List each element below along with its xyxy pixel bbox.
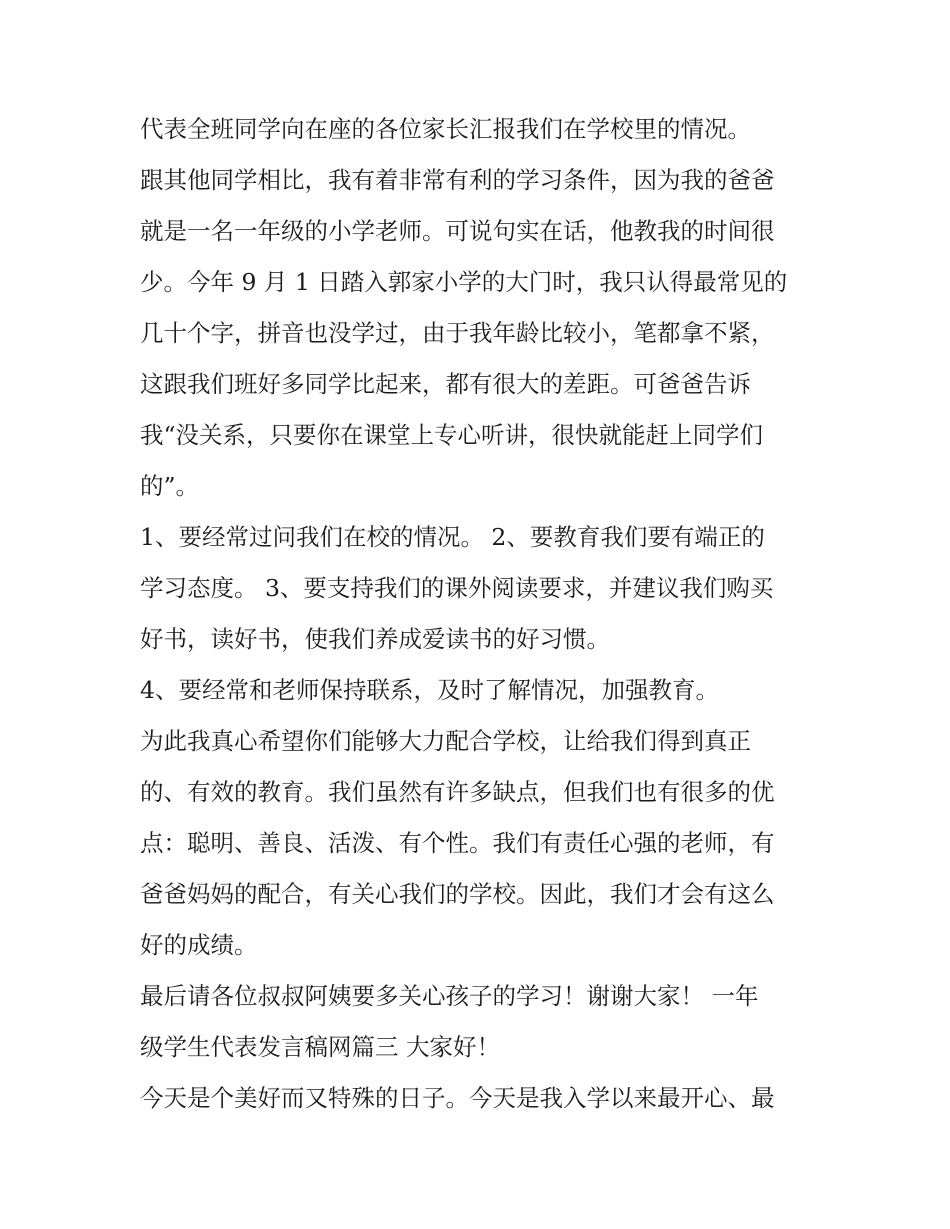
text-line: 级学生代表发言稿网篇三 大家好！ — [140, 1033, 500, 1061]
text-line: 今天是个美好而又特殊的日子。今天是我入学以来最开心、最 — [140, 1084, 775, 1112]
document-body — [140, 104, 820, 1124]
text-line: 点：聪明、善良、活泼、有个性。我们有责任心强的老师，有 — [140, 829, 775, 857]
text-line: 爸爸妈妈的配合，有关心我们的学校。因此，我们才会有这么 — [140, 880, 775, 908]
text-line: 1、要经常过问我们在校的情况。 2、要教育我们要有端正的 — [140, 523, 765, 551]
text-line: 跟其他同学相比，我有着非常有利的学习条件，因为我的爸爸 — [140, 166, 775, 194]
text-line: 好的成绩。 — [140, 931, 258, 959]
text-line: 学习态度。 3、要支持我们的课外阅读要求，并建议我们购买 — [140, 574, 774, 602]
text-line: 为此我真心希望你们能够大力配合学校，让给我们得到真正 — [140, 727, 751, 755]
text-line: 少。今年 9 月 1 日踏入郭家小学的大门时，我只认得最常见的 — [140, 268, 788, 296]
text-line: 几十个字，拼音也没学过，由于我年龄比较小，笔都拿不紧， — [140, 319, 775, 347]
text-line: 最后请各位叔叔阿姨要多关心孩子的学习！谢谢大家！ 一年 — [140, 982, 759, 1010]
text-line: 就是一名一年级的小学老师。可说句实在话，他教我的时间很 — [140, 217, 775, 245]
text-line: 的”。 — [140, 472, 200, 500]
text-line: 的、有效的教育。我们虽然有许多缺点，但我们也有很多的优 — [140, 778, 775, 806]
text-line: 这跟我们班好多同学比起来，都有很大的差距。可爸爸告诉 — [140, 370, 751, 398]
text-line: 4、要经常和老师保持联系，及时了解情况，加强教育。 — [140, 676, 719, 704]
text-line: 我“没关系，只要你在课堂上专心听讲，很快就能赶上同学们 — [140, 421, 764, 449]
text-line: 好书，读好书，使我们养成爱读书的好习惯。 — [140, 625, 610, 653]
text-line: 代表全班同学向在座的各位家长汇报我们在学校里的情况。 — [140, 115, 751, 143]
